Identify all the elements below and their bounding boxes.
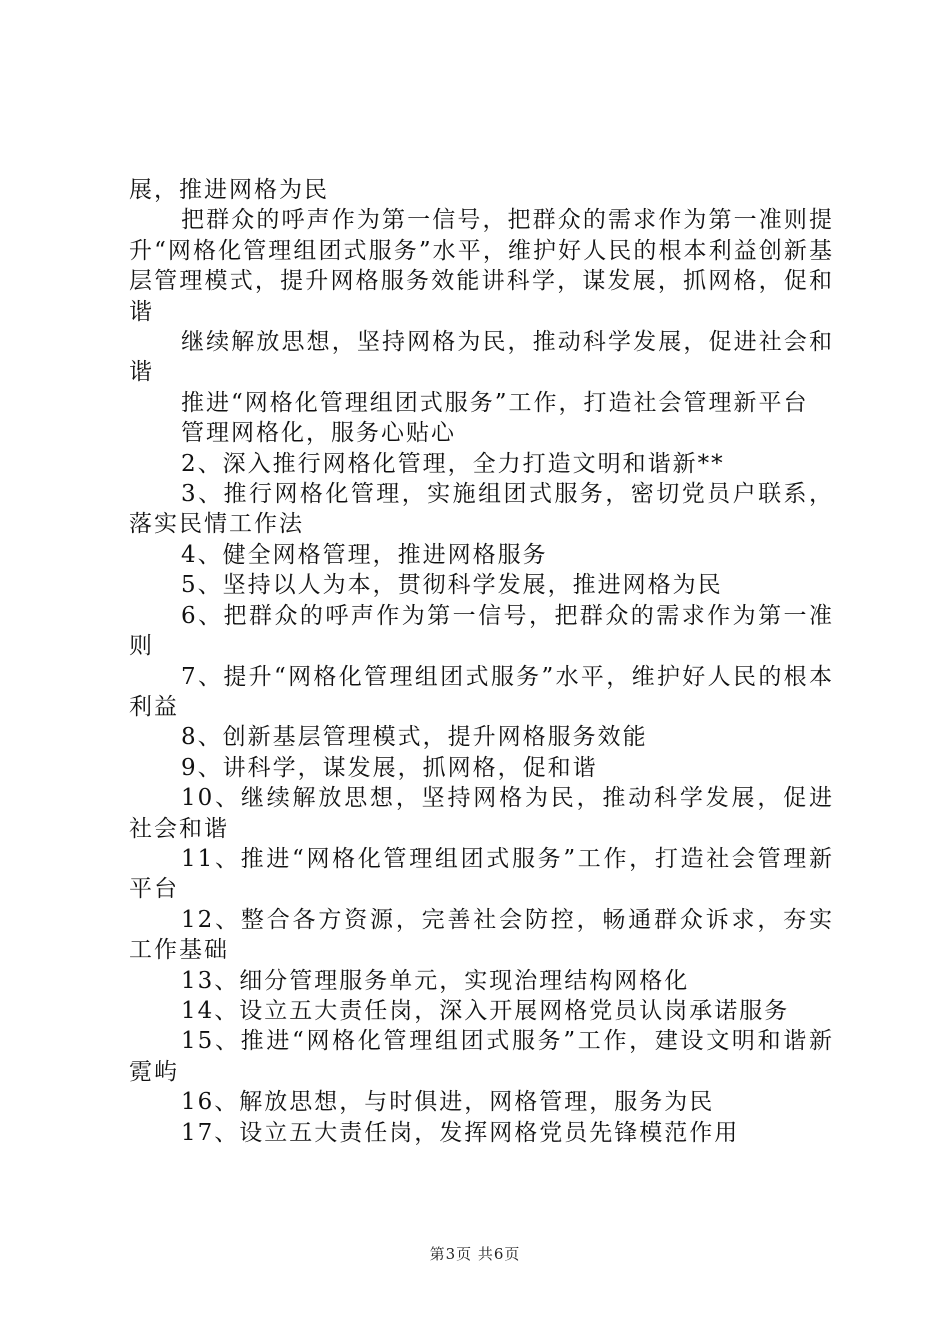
list-item: 14、设立五大责任岗，深入开展网格党员认岗承诺服务: [181, 997, 790, 1024]
list-item: 5、坚持以人为本，贯彻科学发展，推进网格为民: [181, 572, 723, 599]
list-item: 3、推行网格化管理，实施组团式服务，密切党员户联系，落实民情工作法: [129, 481, 834, 538]
list-item: 2、深入推行网格化管理，全力打造文明和谐新**: [181, 450, 725, 477]
list-item: 13、细分管理服务单元，实现治理结构网格化: [181, 967, 690, 994]
list-item: 4、健全网格管理，推进网格服务: [181, 541, 548, 568]
paragraph: 管理网格化，服务心贴心: [181, 420, 456, 447]
list-item: 8、创新基层管理模式，提升网格服务效能: [181, 724, 648, 751]
list-item: 16、解放思想，与时俱进，网格管理，服务为民: [181, 1089, 715, 1116]
list-item: 11、推进“网格化管理组团式服务”工作，打造社会管理新平台: [129, 845, 834, 903]
paragraph: 展，推进网格为民: [129, 177, 329, 203]
page-footer: [0, 1243, 950, 1264]
list-item: 10、继续解放思想，坚持网格为民，推动科学发展，促进社会和谐: [129, 785, 834, 842]
paragraph: 把群众的呼声作为第一信号，把群众的需求作为第一准则提升“网格化管理组团式服务”水平，维护好人民的根本利益创新基层管理模式，提升网格服务效能讲科学，谋发展，抓网格，促和谐: [129, 207, 834, 325]
page-number-label: 第3页 共6页: [429, 1245, 521, 1263]
document-body: [129, 175, 834, 1148]
paragraph: 推进“网格化管理组团式服务”工作，打造社会管理新平台: [181, 389, 809, 416]
list-item: 9、讲科学，谋发展，抓网格，促和谐: [181, 754, 598, 781]
list-item: 17、设立五大责任岗，发挥网格党员先锋模范作用: [181, 1119, 740, 1146]
list-item: 6、把群众的呼声作为第一信号，把群众的需求作为第一准则: [129, 602, 834, 660]
list-item: 15、推进“网格化管理组团式服务”工作，建设文明和谐新霓屿: [129, 1028, 834, 1085]
paragraph: 继续解放思想，坚持网格为民，推动科学发展，促进社会和谐: [129, 329, 834, 386]
list-item: 12、整合各方资源，完善社会防控，畅通群众诉求，夯实工作基础: [129, 906, 834, 964]
list-item: 7、提升“网格化管理组团式服务”水平，维护好人民的根本利益: [129, 663, 834, 720]
